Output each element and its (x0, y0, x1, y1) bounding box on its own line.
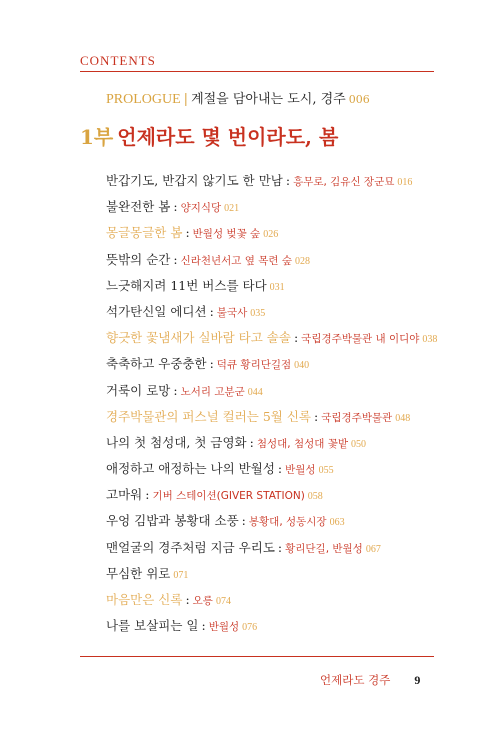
toc-entry-title: 축축하고 우중충한 (106, 356, 207, 372)
toc-entry[interactable] (106, 224, 446, 250)
toc-entry-title: 반갑기도, 반갑지 않기도 한 만남 (106, 173, 283, 188)
toc-entry[interactable] (106, 251, 446, 277)
toc-entry-title: 느긋해지려 11번 버스를 타다 (106, 277, 267, 293)
toc-entry[interactable] (106, 198, 446, 224)
toc-entry-title: 맨얼굴의 경주처럼 지금 우리도 (106, 539, 275, 555)
toc-entry-page: 055 (318, 465, 334, 477)
toc-entry-place: 반월성 (285, 464, 316, 477)
toc-entry-title: 향긋한 꽃냄새가 실바람 타고 솔솔 (106, 330, 291, 346)
prologue-entry[interactable] (106, 88, 370, 108)
prologue-separator: | (183, 92, 189, 107)
toc-entry-page: 067 (365, 543, 381, 555)
toc-entry-page: 074 (215, 596, 231, 607)
toc-entry[interactable] (106, 303, 446, 329)
toc-entry-title: 불완전한 봄 (106, 199, 171, 215)
part-number: 1부 (80, 125, 114, 149)
toc-entry-page: 044 (247, 386, 263, 398)
toc-entry-place: 오릉 (192, 595, 213, 607)
toc-entry-separator: : (249, 434, 254, 450)
toc-entry-separator: : (209, 356, 214, 372)
toc-entry-place: 노서리 고분군 (180, 385, 245, 398)
toc-entry[interactable] (106, 434, 446, 460)
toc-entry-page: 038 (422, 334, 438, 346)
bottom-divider (80, 656, 434, 657)
toc-list (106, 172, 446, 643)
toc-entry-title: 몽글몽글한 봄 (106, 225, 183, 241)
prologue-label: PROLOGUE (106, 92, 181, 107)
toc-entry[interactable] (106, 565, 446, 591)
toc-entry-page: 031 (269, 281, 285, 293)
toc-entry-title: 경주박물관의 퍼스널 컬러는 5월 신록 (106, 408, 311, 424)
footer-book-title: 언제라도 경주 (320, 673, 391, 687)
prologue-page: 006 (348, 93, 370, 106)
toc-entry-separator: : (185, 225, 190, 241)
toc-entry-place: 덕큐 황리단길점 (216, 359, 292, 372)
toc-entry-place: 양지식당 (180, 202, 222, 215)
toc-entry[interactable] (106, 486, 446, 512)
toc-entry-separator: : (173, 251, 178, 267)
toc-entry-title: 나의 첫 첨성대, 첫 금영화 (106, 434, 247, 450)
toc-entry[interactable] (106, 539, 446, 565)
toc-entry[interactable] (106, 355, 446, 381)
part-title: 언제라도 몇 번이라도, 봄 (117, 125, 339, 149)
toc-entry-page: 071 (173, 569, 189, 581)
prologue-title: 계절을 담아내는 도시, 경주 (191, 92, 346, 107)
toc-entry-title: 석가탄신일 에디션 (106, 303, 207, 319)
toc-entry[interactable] (106, 408, 446, 434)
toc-entry-page: 040 (294, 360, 310, 372)
toc-entry-title: 뜻밖의 순간 (106, 251, 171, 267)
toc-entry-page: 063 (329, 517, 345, 529)
toc-entry-title: 나를 보살피는 일 (106, 618, 199, 634)
toc-entry-separator: : (277, 461, 283, 477)
toc-entry-place: 불국사 (216, 306, 248, 319)
toc-entry-page: 016 (397, 177, 413, 188)
toc-entry-place: 반월성 (208, 621, 240, 634)
toc-entry-separator: : (173, 199, 178, 215)
toc-entry-separator: : (209, 303, 214, 319)
toc-entry-place: 국립경주박물관 내 이디야 (301, 333, 420, 346)
page-footer (320, 672, 420, 688)
toc-entry-page: 048 (395, 412, 411, 424)
toc-entry[interactable] (106, 512, 446, 538)
toc-entry-place: 봉황대, 성동시장 (248, 516, 327, 529)
toc-entry-page: 035 (250, 307, 266, 319)
toc-entry-title: 우엉 김밥과 봉황대 소풍 (106, 513, 239, 529)
toc-entry[interactable] (106, 382, 446, 408)
toc-entry-separator: : (145, 487, 150, 503)
toc-entry-page: 026 (263, 229, 279, 241)
toc-entry-title: 애정하고 애정하는 나의 반월성 (106, 461, 275, 477)
toc-entry-separator: : (285, 173, 291, 188)
toc-entry-page: 076 (242, 622, 258, 634)
toc-entry[interactable] (106, 591, 446, 617)
toc-entry-place: 황리단길, 반월성 (285, 542, 363, 555)
toc-entry-place: 신라천년서고 옆 목련 숲 (180, 254, 293, 267)
toc-entry-separator: : (185, 592, 190, 607)
toc-entry[interactable] (106, 172, 446, 198)
toc-entry[interactable] (106, 329, 446, 355)
toc-entry-separator: : (277, 539, 283, 555)
toc-entry-separator: : (241, 513, 246, 529)
toc-entry-place: 기버 스테이션(GIVER STATION) (152, 490, 305, 503)
toc-entry-page: 028 (295, 255, 311, 267)
toc-entry[interactable] (106, 617, 446, 643)
toc-entry-separator: : (313, 408, 319, 424)
toc-entry-page: 058 (307, 491, 323, 503)
part-heading (80, 121, 338, 150)
toc-entry-place: 국립경주박물관 (321, 411, 393, 424)
toc-entry-place: 첨성대, 첨성대 꽃밭 (256, 437, 349, 450)
toc-entry-separator: : (293, 330, 299, 346)
toc-entry-page: 050 (351, 438, 367, 450)
toc-entry-title: 고마워 (106, 487, 143, 503)
toc-entry[interactable] (106, 460, 446, 486)
toc-entry-title: 무심한 위로 (106, 565, 171, 581)
toc-entry-title: 거룩이 로망 (106, 382, 171, 398)
toc-entry-place: 흥무로, 김유신 장군묘 (293, 176, 395, 188)
footer-page-number: 9 (414, 673, 421, 687)
contents-heading: CONTENTS (80, 53, 156, 68)
top-divider (80, 71, 434, 72)
toc-entry-place: 반월성 벚꽃 숲 (192, 228, 261, 241)
toc-entry[interactable] (106, 277, 446, 303)
toc-entry-title: 마음만은 신록 (106, 592, 183, 607)
toc-entry-separator: : (201, 618, 206, 634)
toc-entry-separator: : (173, 382, 178, 398)
toc-entry-page: 021 (224, 203, 240, 215)
